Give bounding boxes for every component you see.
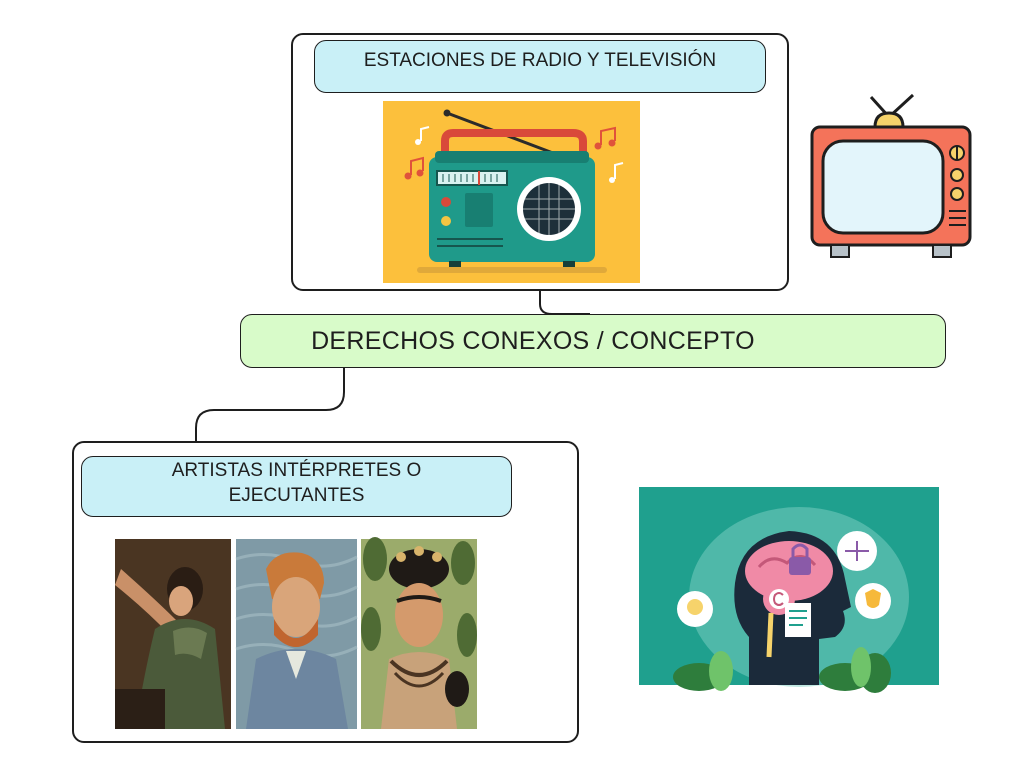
central-concept-label: DERECHOS CONEXOS / CONCEPTO bbox=[311, 326, 755, 355]
portrait-woman-painter bbox=[115, 539, 231, 729]
television-icon bbox=[809, 93, 973, 259]
radio-icon bbox=[383, 101, 640, 283]
radio-tv-label-text: ESTACIONES DE RADIO Y TELEVISIÓN bbox=[363, 50, 717, 72]
artists-label bbox=[81, 456, 512, 517]
portrait-frida-kahlo bbox=[361, 539, 477, 729]
artists-label-line1: ARTISTAS INTÉRPRETES O bbox=[171, 459, 422, 481]
radio-tv-label bbox=[314, 40, 766, 93]
artists-label-line2: EJECUTANTES bbox=[228, 484, 365, 506]
intellectual-property-head-icon bbox=[639, 487, 939, 685]
central-concept-node[interactable] bbox=[240, 314, 946, 368]
portrait-van-gogh bbox=[236, 539, 357, 729]
